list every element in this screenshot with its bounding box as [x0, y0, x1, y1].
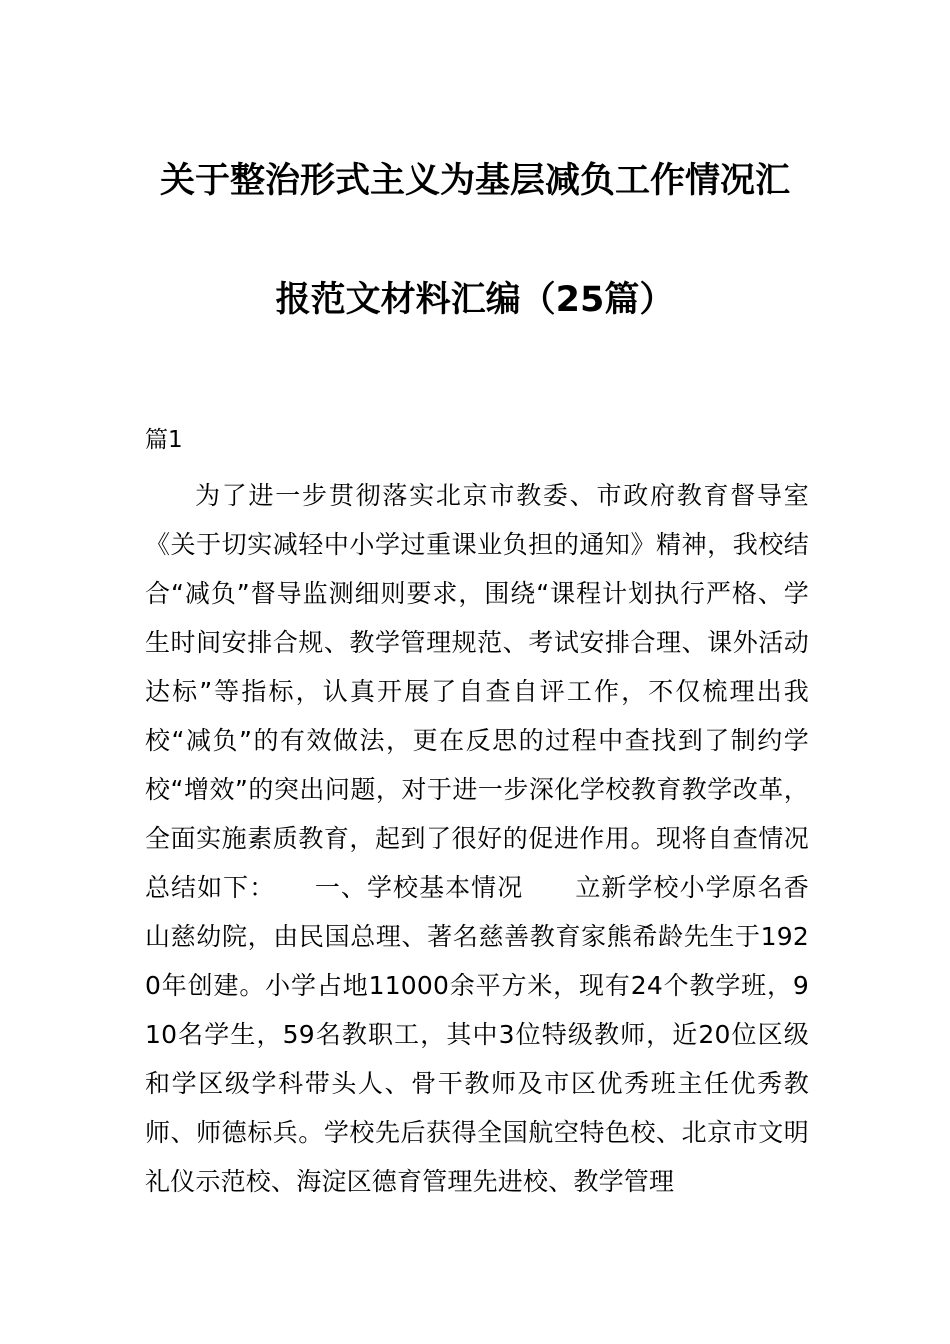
body-paragraph: 为了进一步贯彻落实北京市教委、市政府教育督导室《关于切实减轻中小学过重课业负担的通知》精神，我校结合“减负”督导监测细则要求，围绕“课程计划执行严格、学生时间安排合规、教学管理规范、考试安排合理、课外活动达标”等指标，认真开展了自查自评工作，不仅梳理出我校“减负”的有效做法，更在反思的过程中查找到了制约学校“增效”的突出问题，对于进一步深化学校教育教学改革，全面实施素质教育，起到了很好的促进作用。现将自查情况总结如下： 一、学校基本情况 立新学校小学原名香山慈幼院，由民国总理、著名慈善教育家熊希龄先生于1920年创建。小学占地11000余平方米，现有24个教学班，910名学生，59名教职工，其中3位特级教师，近20位区级和学区级学科带头人、骨干教师及市区优秀班主任优秀教师、师德标兵。学校先后获得全国航空特色校、北京市文明礼仪示范校、海淀区德育管理先进校、教学管理	[145, 481, 809, 1196]
document-title-line-2: 报范文材料汇编（25篇）	[275, 280, 675, 320]
document-title-line-1: 关于整治形式主义为基层减负工作情况汇	[159, 161, 790, 201]
section-label: 篇1	[145, 427, 183, 453]
